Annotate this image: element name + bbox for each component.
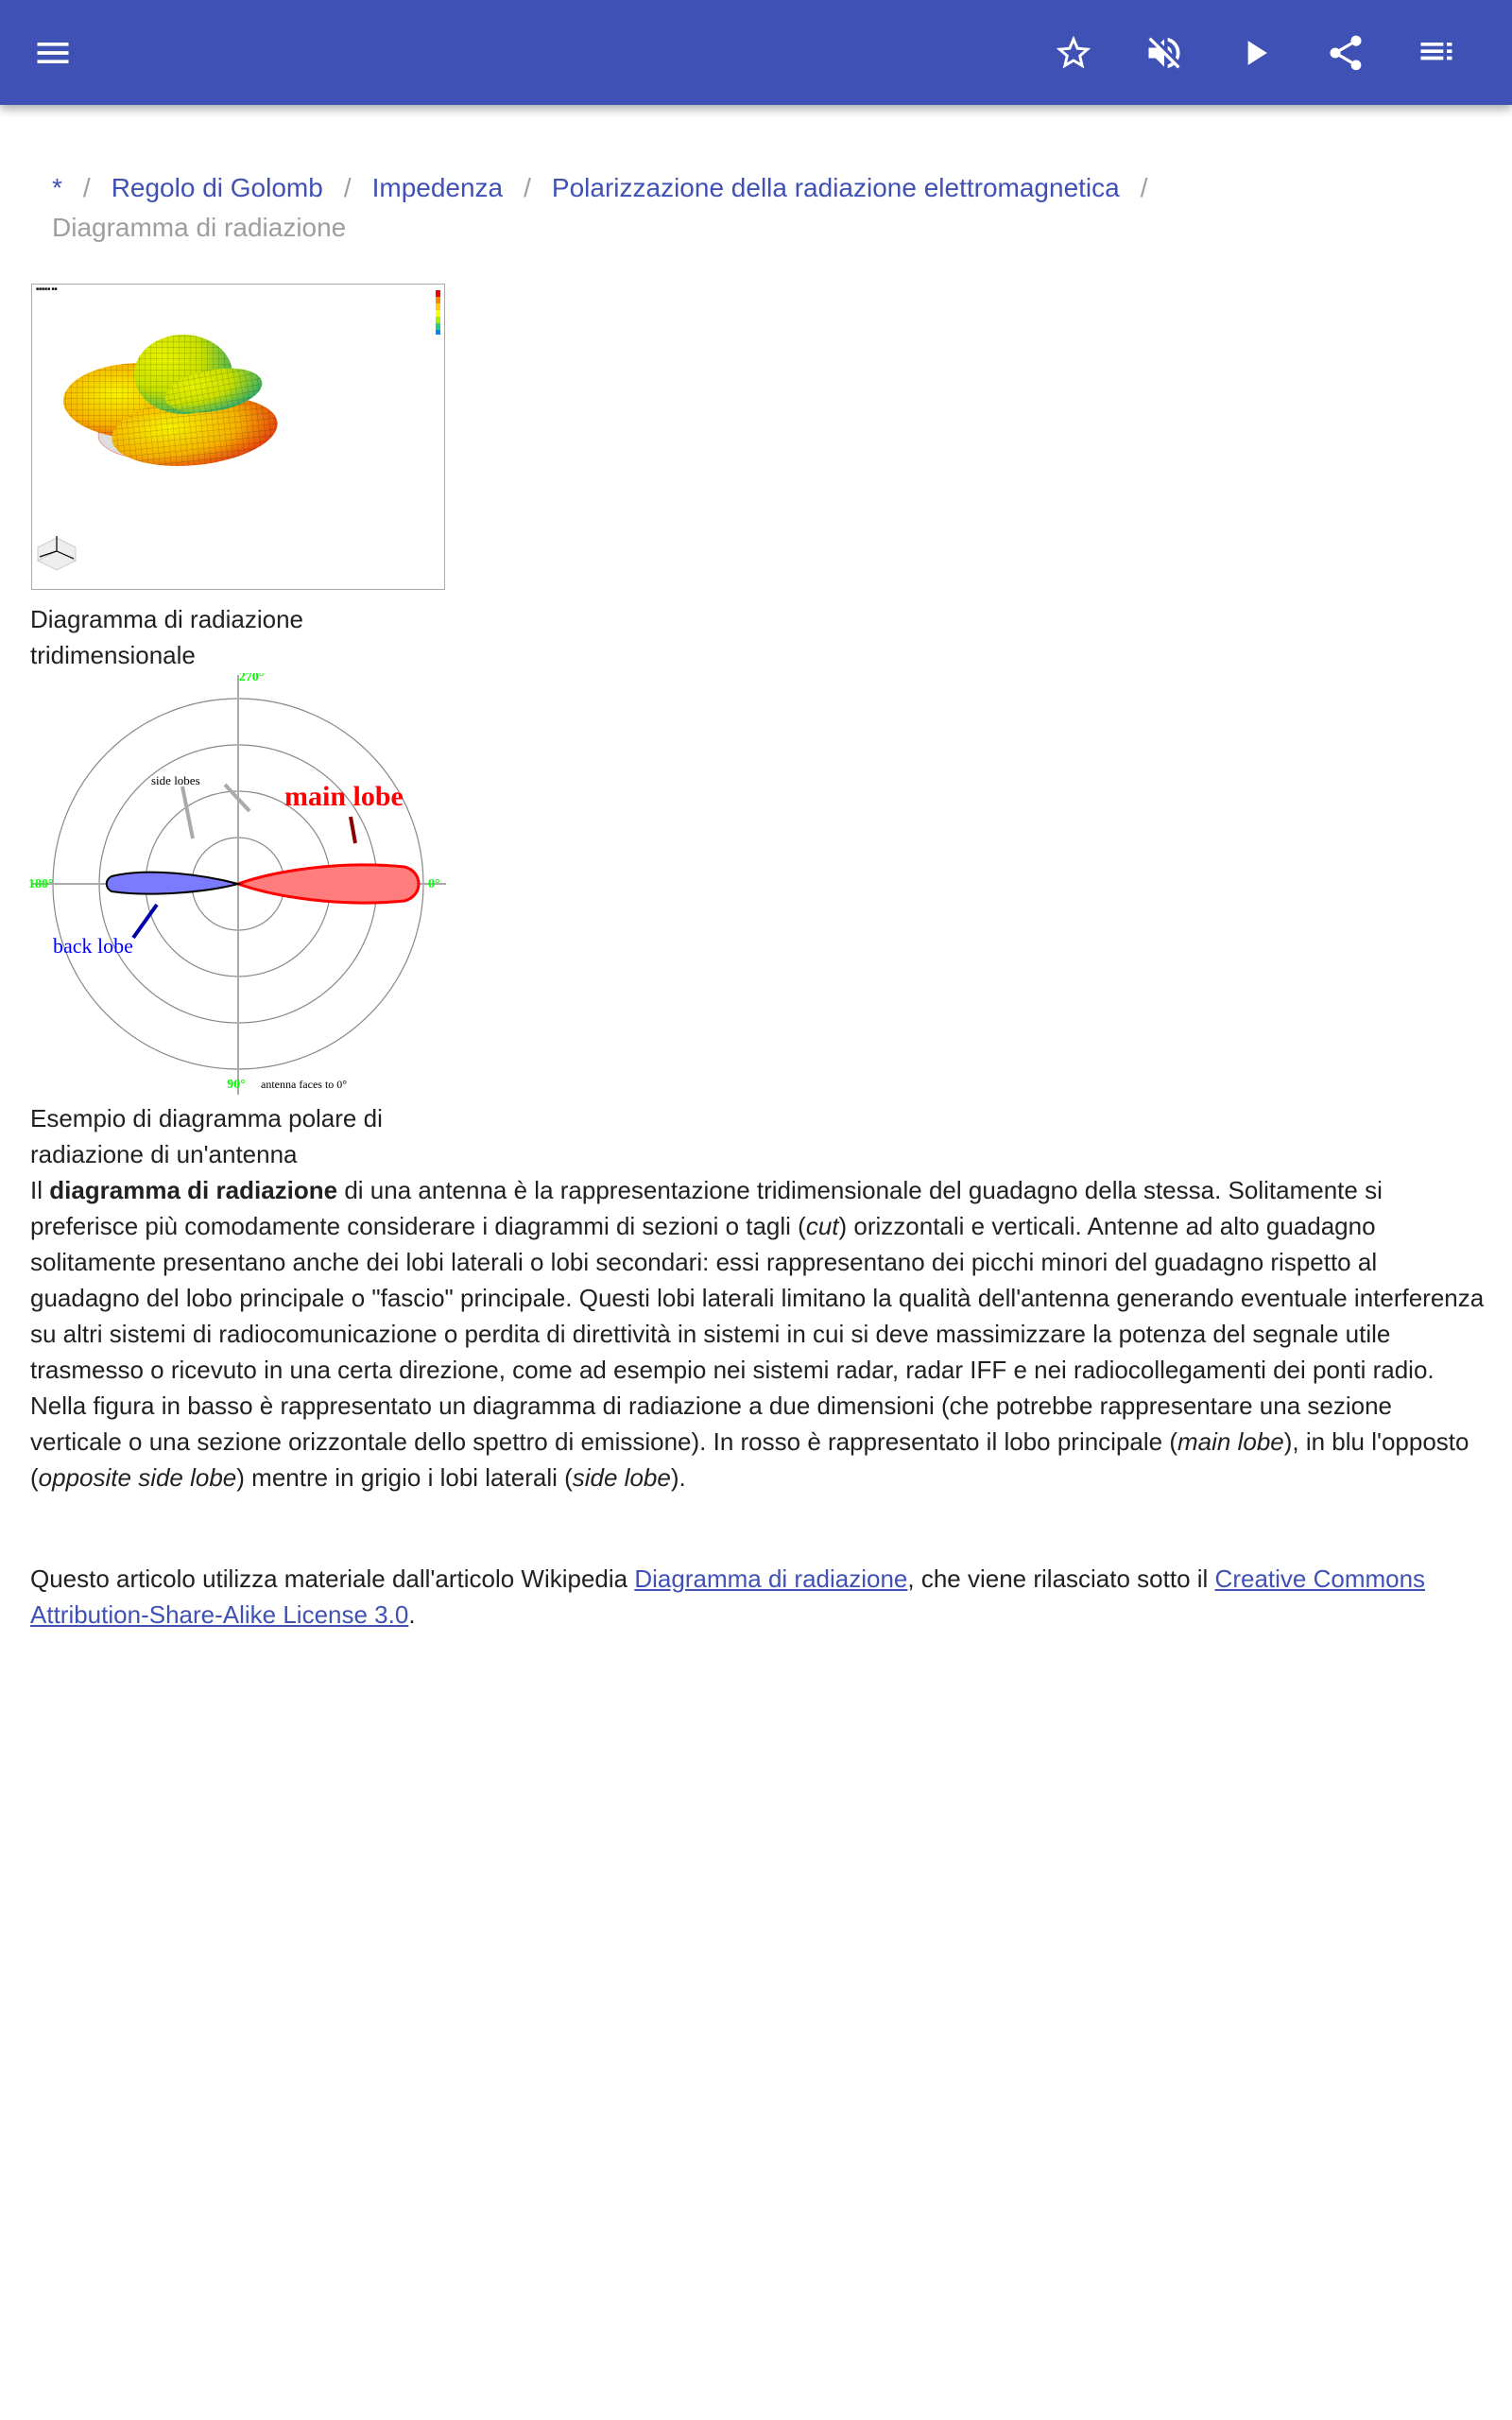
breadcrumb-regolo-di-golomb[interactable]: Regolo di Golomb <box>111 173 323 202</box>
breadcrumb-current: Diagramma di radiazione <box>52 213 347 242</box>
label-270: 270° <box>238 673 265 684</box>
main-lobe <box>238 865 419 903</box>
breadcrumb <box>52 168 1469 248</box>
label-180: 180° <box>28 877 54 891</box>
svg-text:■■■■■ ■■: ■■■■■ ■■ <box>36 286 58 292</box>
playlist-icon[interactable] <box>1412 28 1461 78</box>
top-app-bar <box>0 0 1512 105</box>
label-90: 90° <box>227 1078 246 1092</box>
play-icon[interactable] <box>1230 28 1280 78</box>
license-footer: Questo articolo utilizza materiale dall'articolo Wikipedia Diagramma di radiazione, che viene rilasciato sotto il Creative Commons Attribution-Share-Alike License 3.0. <box>30 1564 1426 1629</box>
star-icon[interactable] <box>1049 28 1098 78</box>
label-side-lobes: side lobes <box>151 773 200 787</box>
label-0: 0° <box>428 877 440 891</box>
breadcrumb-separator: / <box>82 173 91 202</box>
breadcrumb-separator: / <box>1140 173 1148 202</box>
label-back-lobe: back lobe <box>53 934 133 958</box>
breadcrumb-polarizzazione[interactable]: Polarizzazione della radiazione elettromagnetica <box>551 173 1120 202</box>
figure-caption-polar: Esempio di diagramma polare di radiazione di un'antenna <box>30 1104 383 1168</box>
breadcrumb-separator: / <box>524 173 531 202</box>
share-icon[interactable] <box>1321 28 1370 78</box>
wikipedia-article-link[interactable]: Diagramma di radiazione <box>634 1564 908 1593</box>
radiation-3d-image[interactable] <box>31 284 445 590</box>
polar-radiation-diagram[interactable] <box>26 673 452 1097</box>
breadcrumb-home[interactable]: * <box>52 173 62 202</box>
menu-icon[interactable] <box>28 28 77 78</box>
back-lobe <box>107 873 238 894</box>
breadcrumb-separator: / <box>343 173 352 202</box>
article-paragraph: Il diagramma di radiazione di una antenna è la rappresentazione tridimensionale del guadagno della stessa. Solitamente si preferisce più comodamente considerare i diagrammi di sezioni o tagli (cut) orizzontali e verticali. Antenne ad alto guadagno solitamente presentano anche dei lobi laterali o lobi secondari: essi rappresentano dei picchi minori del guadagno rispetto al guadagno del lobo principale o "fascio" principale. Questi lobi laterali limitano la qualità dell'antenna generando eventuale interferenza su altri sistemi di radiocomunicazione o perdita di direttività in sistemi in cui si deve massimizzare la potenza del segnale utile trasmesso o ricevuto in una certa direzione, come ad esempio nei sistemi radar, radar IFF e nei radiocollegamenti dei ponti radio. Nella figura in basso è rappresentato un diagramma di radiazione a due dimensioni (che potrebbe rappresentare una sezione verticale o una sezione orizzontale dello spettro di emissione). In rosso è rappresentato il lobo principale (main lobe), in blu l'opposto (opposite side lobe) mentre in grigio i lobi laterali (side lobe). <box>30 1176 1485 1492</box>
label-main-lobe: main lobe <box>284 781 404 812</box>
breadcrumb-impedenza[interactable]: Impedenza <box>371 173 504 202</box>
figure-caption-3d: Diagramma di radiazione tridimensionale <box>30 605 304 669</box>
volume-off-icon[interactable] <box>1140 28 1189 78</box>
label-antenna-faces: antenna faces to 0° <box>261 1078 348 1091</box>
license-link[interactable]: Creative Commons Attribution-Share-Alike License 3.0 <box>30 1564 1426 1629</box>
